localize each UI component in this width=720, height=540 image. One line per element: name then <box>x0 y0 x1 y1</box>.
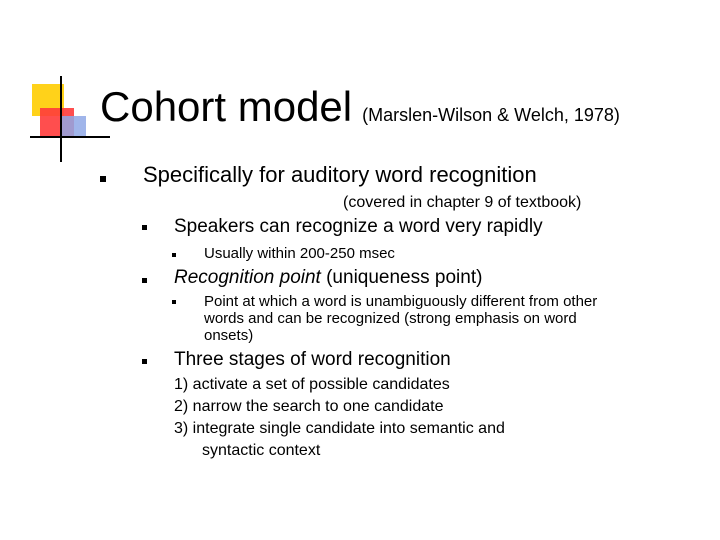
chapter-note: (covered in chapter 9 of textbook) <box>343 194 582 211</box>
bullet-marker <box>142 278 147 283</box>
title-main: Cohort model <box>100 83 353 130</box>
bullet-marker <box>172 253 176 257</box>
stages-list <box>174 374 505 462</box>
sub-bullet-recognition-point <box>174 267 482 289</box>
bullet-marker <box>142 225 147 230</box>
detail-timing: Usually within 200-250 msec <box>204 245 395 262</box>
stage-3-continued: syntactic context <box>202 442 321 459</box>
recognition-point-rest: (uniqueness point) <box>320 267 483 288</box>
stage-2: 2) narrow the search to one candidate <box>174 398 444 415</box>
bullet-auditory-recognition: Specifically for auditory word recognition <box>143 162 537 187</box>
logo-horizontal-line <box>30 136 110 138</box>
slide-title <box>100 83 620 131</box>
sub-bullet-three-stages: Three stages of word recognition <box>174 349 451 370</box>
logo-vertical-line <box>60 76 62 162</box>
bullet-marker <box>100 176 106 182</box>
title-citation: (Marslen-Wilson & Welch, 1978) <box>362 105 620 125</box>
stage-1: 1) activate a set of possible candidates <box>174 376 450 393</box>
sub-bullet-rapid-recognition: Speakers can recognize a word very rapidly <box>174 216 543 237</box>
recognition-point-term: Recognition point <box>174 267 321 288</box>
stage-3: 3) integrate single candidate into semantic and <box>174 420 505 437</box>
slide-logo-decoration <box>30 76 110 166</box>
bullet-marker <box>172 300 176 304</box>
bullet-marker <box>142 359 147 364</box>
detail-recognition-point: Point at which a word is unambiguously different from other words and can be recognized (strong emphasis on word onsets) <box>204 293 598 344</box>
blue-square <box>60 116 86 138</box>
